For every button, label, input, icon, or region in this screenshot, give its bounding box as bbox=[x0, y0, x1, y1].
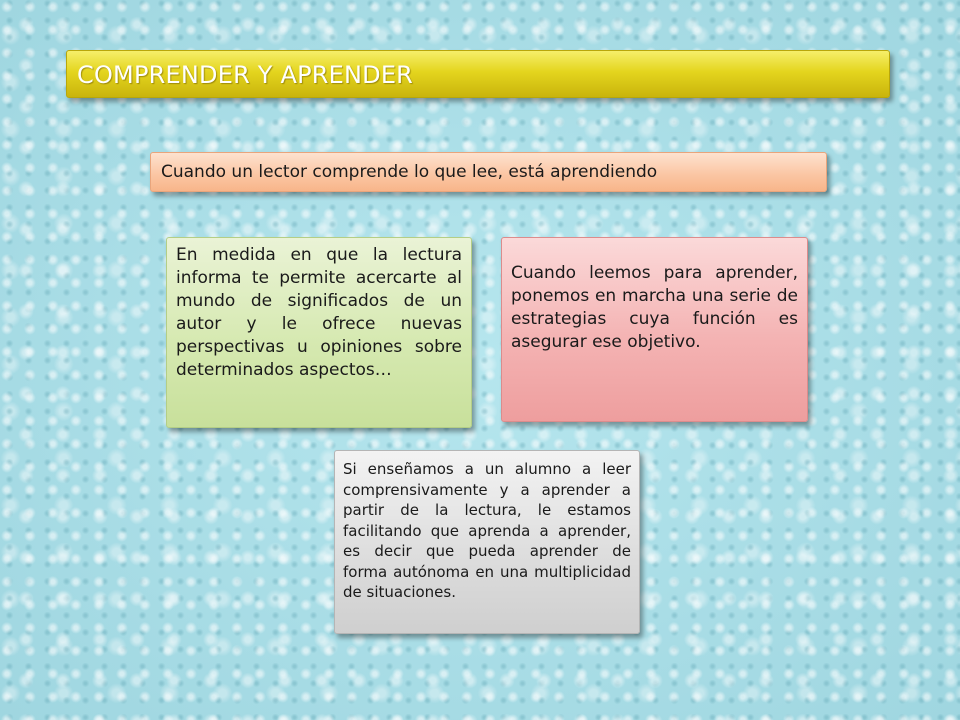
statement-text: Cuando un lector comprende lo que lee, está aprendiendo bbox=[161, 162, 658, 182]
title-bar bbox=[66, 50, 890, 98]
statement-box bbox=[150, 152, 827, 192]
learning-to-learn-box: Si enseñamos a un alumno a leer comprensivamente y a aprender a partir de la lectura, le estamos facilitando que aprenda a aprender, es decir que pueda aprender de forma autónoma en una multiplicidad de situaciones. bbox=[334, 450, 640, 634]
slide-title: COMPRENDER Y APRENDER bbox=[77, 61, 414, 89]
reading-informs-box: En medida en que la lectura informa te permite acercarte al mundo de significados de un autor y le ofrece nuevas perspectivas u opiniones sobre determinados aspectos… bbox=[166, 237, 472, 428]
reading-strategies-box: Cuando leemos para aprender, ponemos en marcha una serie de estrategias cuya función es asegurar ese objetivo. bbox=[501, 237, 808, 422]
